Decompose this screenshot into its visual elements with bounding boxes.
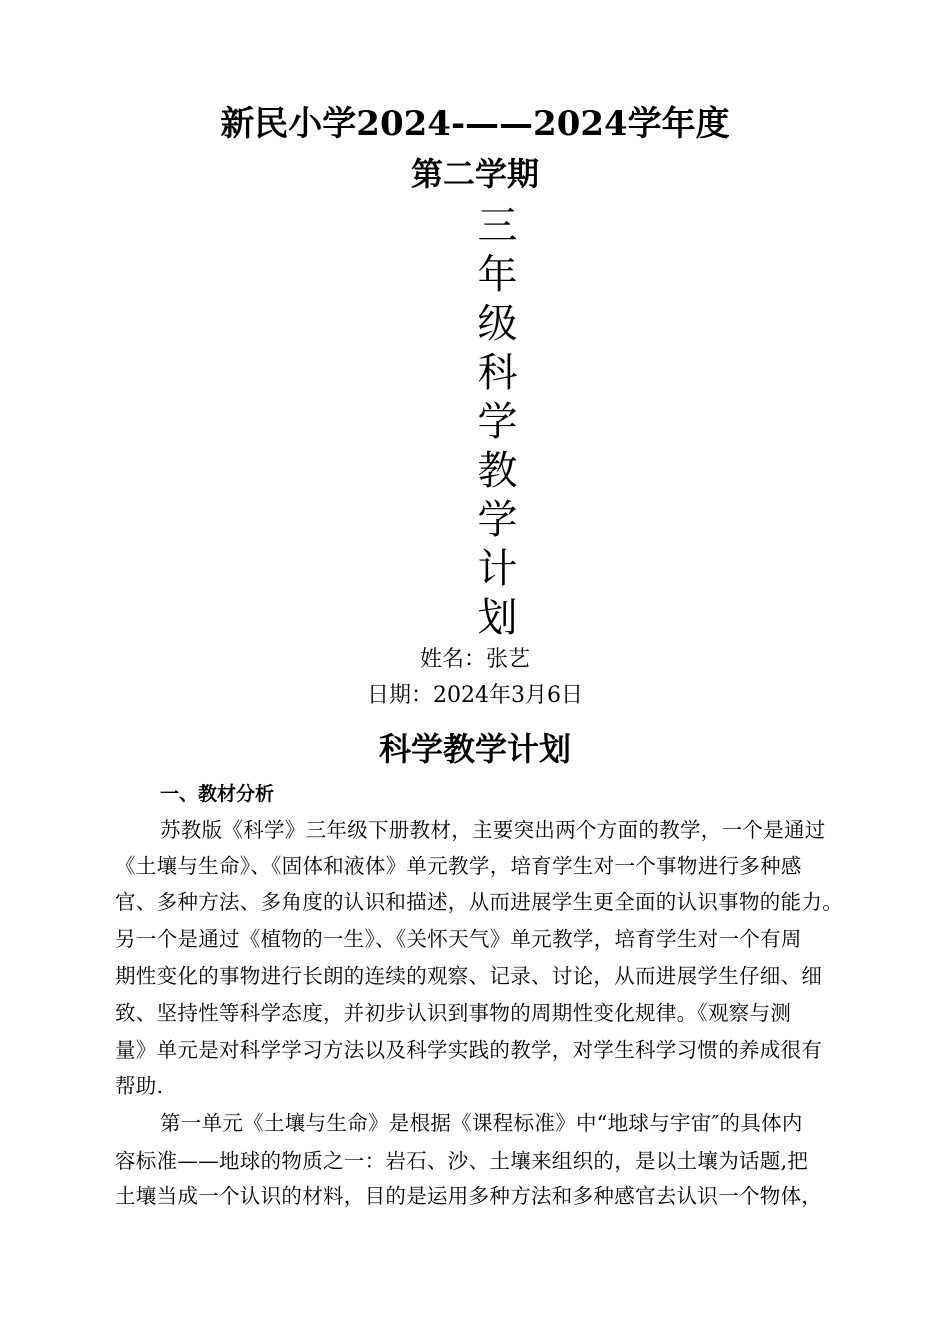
paragraph-line: 量》单元是对科学学习方法以及科学实践的教学，对学生科学习惯的养成很有: [115, 1038, 823, 1062]
vertical-title-char: 教: [477, 448, 518, 494]
paragraph-line: 容标准——地球的物质之一：岩石、沙、土壤来组织的，是以土壤为话题,把: [115, 1149, 809, 1173]
vertical-title-char: 科: [477, 350, 518, 396]
section-heading: 一、教材分析: [160, 783, 275, 805]
vertical-title-char: 级: [477, 301, 518, 347]
paragraph-line: 致、坚持性等科学态度，并初步认识到事物的周期性变化规律。《观察与测: [115, 1001, 792, 1025]
paragraph-line: 《土壤与生命》、《固体和液体》单元教学，培育学生对一个事物进行多种感: [115, 854, 802, 878]
vertical-title-char: 三: [477, 203, 518, 249]
paragraph-line: 第一单元《土壤与生命》是根据《课程标准》中“地球与宇宙″的具体内: [160, 1111, 803, 1135]
paragraph-line: 苏教版《科学》三年级下册教材，主要突出两个方面的教学，一个是通过: [160, 818, 826, 842]
title-semester: 第二学期: [410, 155, 539, 193]
vertical-title-char: 年: [477, 252, 518, 298]
vertical-title-char: 学: [477, 399, 518, 445]
vertical-title-char: 计: [477, 546, 518, 592]
paragraph-line: 另一个是通过《植物的一生》、《关怀天气》单元教学，培育学生对一个有周: [115, 927, 802, 951]
vertical-title-char: 学: [477, 497, 518, 543]
document-date: 日期：2024年3月6日: [367, 683, 583, 708]
vertical-title-char: 划: [477, 595, 518, 641]
author-name: 姓名：张艺: [419, 647, 530, 672]
title-school-year: 新民小学2024-——2024学年度: [220, 104, 730, 144]
paragraph-line: 土壤当成一个认识的材料，目的是运用多种方法和多种感官去认识一个物体，: [115, 1184, 823, 1208]
paragraph-line: 帮助.: [115, 1074, 164, 1098]
paragraph-line: 期性变化的事物进行长朗的连续的观察、记录、讨论，从而进展学生仔细、细: [115, 964, 823, 988]
main-heading: 科学教学计划: [378, 730, 571, 768]
paragraph-line: 官、多种方法、多角度的认识和描述，从而进展学生更全面的认识事物的能力。: [115, 890, 843, 914]
